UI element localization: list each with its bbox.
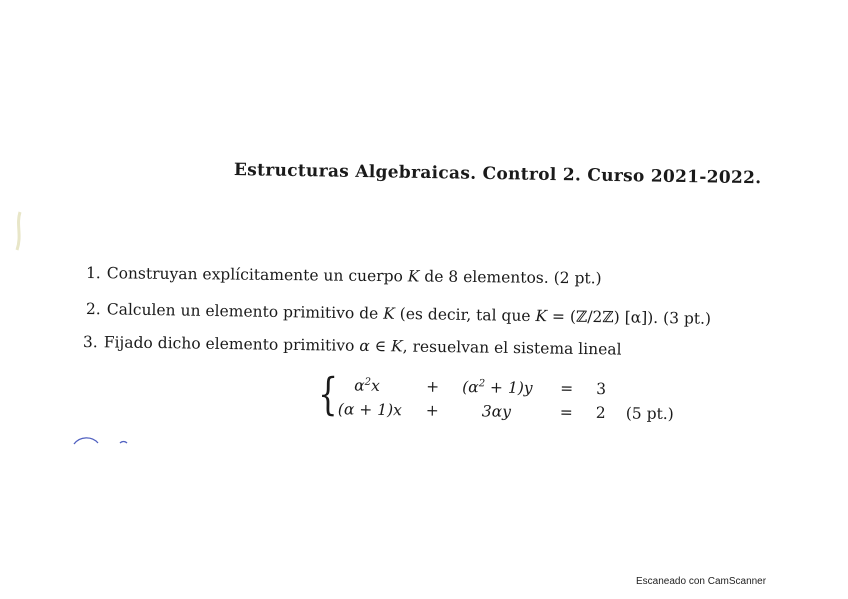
camscanner-watermark: Escaneado con CamScanner	[636, 576, 767, 587]
problem-text: = (ℤ/2ℤ) [α]). (3 pt.)	[546, 307, 712, 328]
system-row2-operator: +	[425, 401, 439, 420]
system-points: (5 pt.)	[625, 404, 674, 424]
math-symbol: K	[407, 267, 420, 286]
problem-1	[86, 264, 602, 287]
system-row2-term2: 3αy	[481, 402, 512, 421]
system-row1-equals: =	[560, 379, 574, 398]
system-row2-term1: (α + 1)x	[337, 400, 402, 420]
problem-text: , resuelvan el sistema lineal	[402, 337, 622, 359]
system-row1-rhs: 3	[596, 379, 607, 399]
problem-3	[83, 333, 622, 359]
system-row2-equals: =	[559, 403, 573, 422]
math-symbol: K	[383, 304, 395, 323]
math-symbol: K	[535, 307, 548, 326]
problem-2	[86, 300, 711, 328]
problem-text: Fijado dicho elemento primitivo	[103, 333, 360, 355]
problem-number: 2.	[85, 300, 101, 319]
problem-text: de 8 elementos. (2 pt.)	[419, 267, 602, 288]
document-title: Estructuras Algebraicas. Control 2. Curso 2021-2022.	[233, 160, 762, 189]
linear-system	[314, 370, 695, 433]
problem-number: 1.	[85, 264, 101, 283]
problem-text: Construyan explícitamente un cuerpo	[106, 264, 408, 286]
left-brace-icon: {	[317, 369, 339, 421]
problem-text: (es decir, tal que	[394, 304, 536, 326]
ink-scribble-icon	[72, 434, 132, 448]
math-expression: α ∈ K	[359, 336, 403, 356]
system-row1-term2: $(\alpha^2 + 1)y$	[462, 378, 533, 398]
system-row2-rhs: 2	[595, 403, 606, 423]
problem-number: 3.	[82, 333, 98, 352]
system-row1-term1: $\alpha^2x$	[354, 376, 380, 395]
problem-text: Calculen un elemento primitivo de	[106, 300, 384, 323]
system-row1-operator: +	[426, 377, 440, 396]
margin-pencil-mark-icon	[8, 210, 26, 260]
